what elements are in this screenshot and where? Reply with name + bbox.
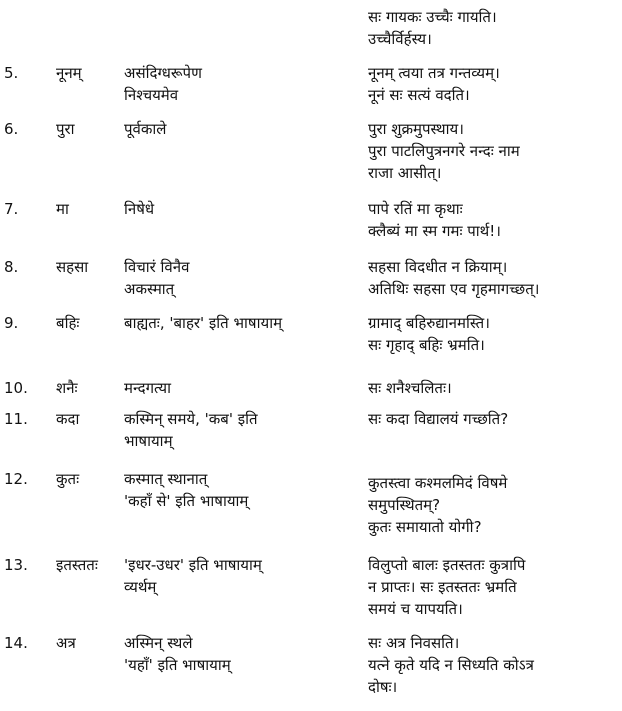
- entry-examples: [368, 6, 620, 50]
- meaning-line: असंदिग्धरूपेण: [124, 64, 202, 82]
- example-line: सहसा विदधीत न क्रियाम्।: [368, 258, 508, 276]
- entry-word: अत्र: [56, 634, 76, 652]
- example-line: विलुप्तो बालः इतस्ततः कुत्रापि: [368, 556, 526, 574]
- entry-word: इतस्ततः: [56, 556, 98, 574]
- example-line: कुतस्त्वा कश्मलमिदं विषमे: [368, 474, 508, 492]
- entry-word: पुरा: [56, 120, 75, 138]
- entry-number: 9.: [4, 314, 19, 332]
- meaning-line: अकस्मात्: [124, 280, 175, 298]
- entry-word: सहसा: [56, 258, 89, 276]
- entry-number: 5.: [4, 64, 19, 82]
- entry-number: 10.: [4, 379, 28, 397]
- entry-examples: [368, 632, 620, 698]
- example-line: पुरा शुक्रमुपस्थाय।: [368, 120, 464, 138]
- entry-number: 13.: [4, 556, 28, 574]
- example-line: कुतः समायातो योगी?: [368, 518, 482, 536]
- example-line: न प्राप्तः। सः इतस्ततः भ्रमति: [368, 578, 517, 596]
- meaning-line: मन्दगत्या: [124, 379, 171, 397]
- entry-meaning: [124, 256, 360, 300]
- entry-word: नूनम्: [56, 64, 82, 82]
- entry-word: बहिः: [56, 314, 80, 332]
- entry-word: शनैः: [56, 379, 78, 397]
- example-line: सः शनैश्चलितः।: [368, 379, 452, 397]
- meaning-line: व्यर्थम्: [124, 578, 157, 596]
- entry-number: 12.: [4, 470, 28, 488]
- entry-meaning: [124, 312, 360, 334]
- entry-number: 11.: [4, 410, 28, 428]
- meaning-line: 'यहाँ' इति भाषायाम्: [124, 656, 231, 674]
- example-line: अतिथिः सहसा एव गृहमागच्छत्।: [368, 280, 540, 298]
- example-line: नूनम् त्वया तत्र गन्तव्यम्।: [368, 64, 500, 82]
- example-line: उच्चैर्विर्हस्य।: [368, 30, 432, 48]
- entry-examples: [368, 62, 620, 106]
- meaning-line: विचारं विनैव: [124, 258, 190, 276]
- meaning-line: 'इधर-उधर' इति भाषायाम्: [124, 556, 262, 574]
- meaning-line: पूर्वकाले: [124, 120, 167, 138]
- example-line: दोषः।: [368, 678, 398, 696]
- example-line: ग्रामाद् बहिरुद्यानमस्ति।: [368, 314, 490, 332]
- entry-word: मा: [56, 200, 69, 218]
- meaning-line: 'कहाँ से' इति भाषायाम्: [124, 492, 249, 510]
- entry-meaning: [124, 468, 360, 512]
- meaning-line: निषेधे: [124, 200, 155, 218]
- entry-word: कुतः: [56, 470, 80, 488]
- entry-examples: [368, 472, 620, 538]
- entry-meaning: [124, 554, 360, 598]
- example-line: क्लैब्यं मा स्म गमः पार्थ!।: [368, 222, 501, 240]
- example-line: राजा आसीत्।: [368, 164, 442, 182]
- example-line: नूनं सः सत्यं वदति।: [368, 86, 470, 104]
- entry-examples: [368, 256, 620, 300]
- entry-number: 14.: [4, 634, 28, 652]
- entry-examples: [368, 408, 620, 430]
- entry-examples: [368, 554, 620, 620]
- entry-examples: [368, 198, 620, 242]
- example-line: सः गायकः उच्चैः गायति।: [368, 8, 497, 26]
- example-line: यत्ने कृते यदि न सिध्यति कोऽत्र: [368, 656, 534, 674]
- example-line: पुरा पाटलिपुत्रनगरे नन्दः नाम: [368, 142, 520, 160]
- entry-meaning: [124, 198, 360, 220]
- example-line: समुपस्थितम्?: [368, 496, 441, 514]
- entry-number: 8.: [4, 258, 19, 276]
- entry-meaning: [124, 62, 360, 106]
- entry-number: 6.: [4, 120, 19, 138]
- example-line: पापे रतिं मा कृथाः: [368, 200, 463, 218]
- meaning-line: कस्मिन् समये, 'कब' इति: [124, 410, 258, 428]
- example-line: समयं च यापयति।: [368, 600, 463, 618]
- example-line: सः अत्र निवसति।: [368, 634, 460, 652]
- meaning-line: कस्मात् स्थानात्: [124, 470, 208, 488]
- entry-meaning: [124, 408, 360, 452]
- entry-meaning: [124, 377, 360, 399]
- entry-number: 7.: [4, 200, 19, 218]
- entry-examples: [368, 312, 620, 356]
- meaning-line: अस्मिन् स्थले: [124, 634, 193, 652]
- meaning-line: निश्चयमेव: [124, 86, 179, 104]
- meaning-line: भाषायाम्: [124, 432, 173, 450]
- entry-examples: [368, 118, 620, 184]
- meaning-line: बाह्यतः, 'बाहर' इति भाषायाम्: [124, 314, 283, 332]
- example-line: सः कदा विद्यालयं गच्छति?: [368, 410, 509, 428]
- entry-meaning: [124, 632, 360, 676]
- example-line: सः गृहाद् बहिः भ्रमति।: [368, 336, 485, 354]
- entry-word: कदा: [56, 410, 80, 428]
- entry-examples: [368, 377, 620, 399]
- entry-meaning: [124, 118, 360, 140]
